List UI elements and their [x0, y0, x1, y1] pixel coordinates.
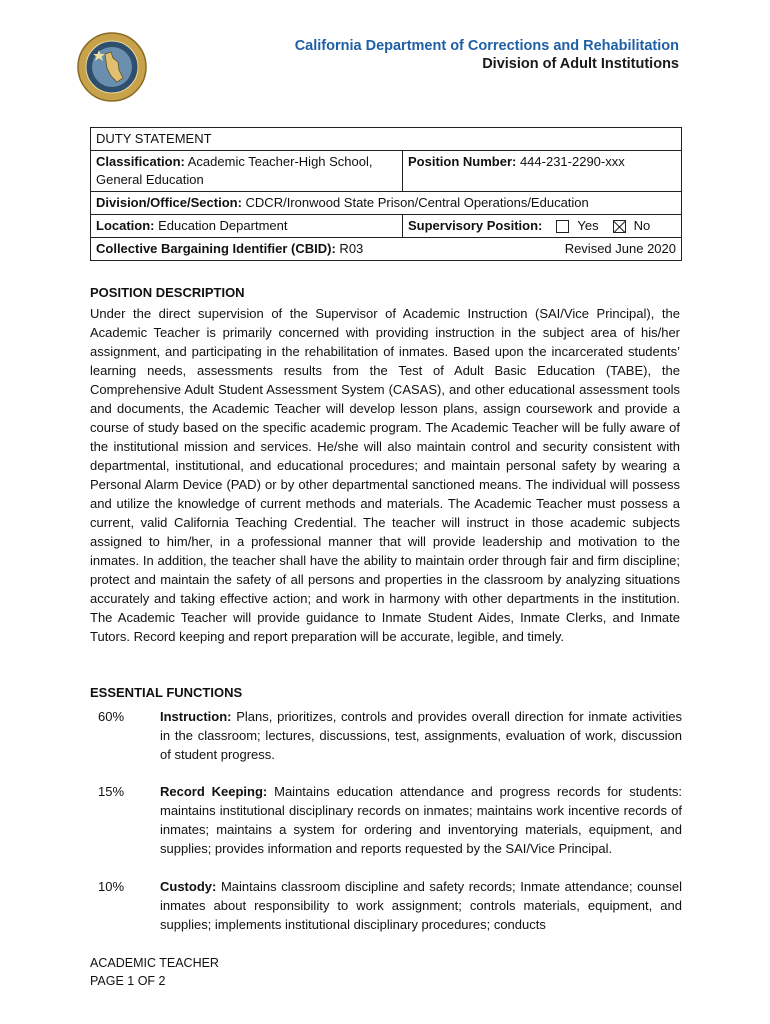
org-header [295, 38, 679, 72]
classification-label: Classification: [96, 154, 185, 169]
function-heading: Custody: [160, 879, 217, 894]
division-row [91, 191, 681, 214]
function-item [90, 877, 682, 934]
function-percent: 10% [98, 879, 125, 894]
cdcr-seal-icon [77, 28, 147, 106]
function-text [160, 877, 682, 934]
supervisory-label: Supervisory Position: [408, 218, 543, 233]
function-percent: 15% [98, 784, 125, 799]
footer-title: ACADEMIC TEACHER [90, 956, 219, 970]
location-value: Education Department [154, 218, 288, 233]
no-label: No [633, 218, 651, 233]
function-percent: 60% [98, 709, 125, 724]
division-label: Division/Office/Section: [96, 195, 242, 210]
yes-checkbox[interactable] [556, 220, 569, 233]
location-row [91, 214, 681, 237]
yes-label: Yes [577, 218, 599, 233]
org-name: California Department of Corrections and Rehabilitation [294, 38, 679, 54]
classification-value: Academic Teacher-High School, General Education [96, 154, 373, 187]
position-number-cell [403, 151, 681, 191]
function-item [90, 782, 682, 858]
position-number-label: Position Number: [408, 154, 517, 169]
function-item [90, 707, 682, 764]
duty-statement-table [90, 127, 682, 261]
position-description-title: POSITION DESCRIPTION [90, 285, 245, 300]
classification-cell [91, 151, 403, 191]
function-description: Maintains classroom discipline and safety records; Inmate attendance; counsel inmates about responsibility to work assignment; controls materials, equipment, and supplies; implements institutional disciplinary procedures; conducts [160, 879, 682, 932]
cbid-label: Collective Bargaining Identifier (CBID): [96, 241, 336, 256]
position-description-text: Under the direct supervision of the Supervisor of Academic Instruction (SAI/Vice Principal), the Academic Teacher is primarily concerned with providing instruction in the subject area of his/her assignment, and participating in the rehabilitation of inmates. Based upon the incarcerated students’ learning needs, assessments results from the Test of Adult Basic Education (TABE), the Comprehensive Adult Student Assessment System (CASAS), and other educational assessment tools and documents, the Academic Teacher will develop lesson plans, assign coursework and provide a course of study based on the specific academic program. The Academic Teacher will be fully aware of the institutional mission and services. He/she will also maintain control and security consistent with departmental, institutional, and educational procedures; and maintain personal safety by wearing a Personal Alarm Device (PAD) or by other departmental sanctioned means. The individual will possess and utilize the knowledge of current methods and materials. The Academic Teacher must possess a current, valid California Teaching Credential. The teacher will instruct in those academic subjects assigned to him/her, in a professional manner that will provide leadership and motivation to the inmates. In addition, the teacher shall have the ability to maintain order through fair and firm discipline; protect and maintain the safety of all persons and properties in the classroom by analyzing situations accurately and taking effective action; and work in harmony with other departments in the institution. The Academic Teacher will provide guidance to Inmate Student Aides, Inmate Clerks, and Inmate Tutors. Record keeping and report preparation will be accurate, legible, and timely. [90, 306, 680, 644]
division-value: CDCR/Ironwood State Prison/Central Operations/Education [241, 195, 589, 210]
location-label: Location: [96, 218, 155, 233]
supervisory-cell [403, 215, 681, 237]
no-checkbox[interactable] [613, 220, 626, 233]
footer-page-number: PAGE 1 OF 2 [90, 974, 166, 988]
function-heading: Record Keeping: [160, 784, 268, 799]
function-text [160, 782, 682, 858]
classification-row [91, 150, 681, 191]
function-description: Plans, prioritizes, controls and provides overall direction for inmate activities in the classroom; lectures, discussions, test, assignments, evaluation of work, discussion of student progress. [160, 709, 682, 762]
function-text [160, 707, 682, 764]
cbid-value: R03 [335, 241, 364, 256]
cbid-cell [91, 238, 681, 260]
function-heading: Instruction: [160, 709, 232, 724]
position-number-value: 444-231-2290-xxx [516, 154, 625, 169]
cbid-row [91, 237, 681, 260]
location-cell [91, 215, 403, 237]
division-cell [91, 192, 681, 214]
duty-title-row [91, 128, 681, 150]
function-description: Maintains education attendance and progress records for students: maintains institutional disciplinary records on inmates; maintains work incentive records of inmates; maintains a system for ordering and inventorying materials, equipment, and supplies; provides information and reports requested by the SAI/Vice Principal. [160, 784, 682, 856]
page-footer [90, 954, 219, 990]
essential-functions-title: ESSENTIAL FUNCTIONS [90, 685, 243, 700]
revised-date: Revised June 2020 [564, 241, 676, 256]
division-name: Division of Adult Institutions [482, 56, 679, 72]
duty-title: DUTY STATEMENT [96, 131, 212, 146]
